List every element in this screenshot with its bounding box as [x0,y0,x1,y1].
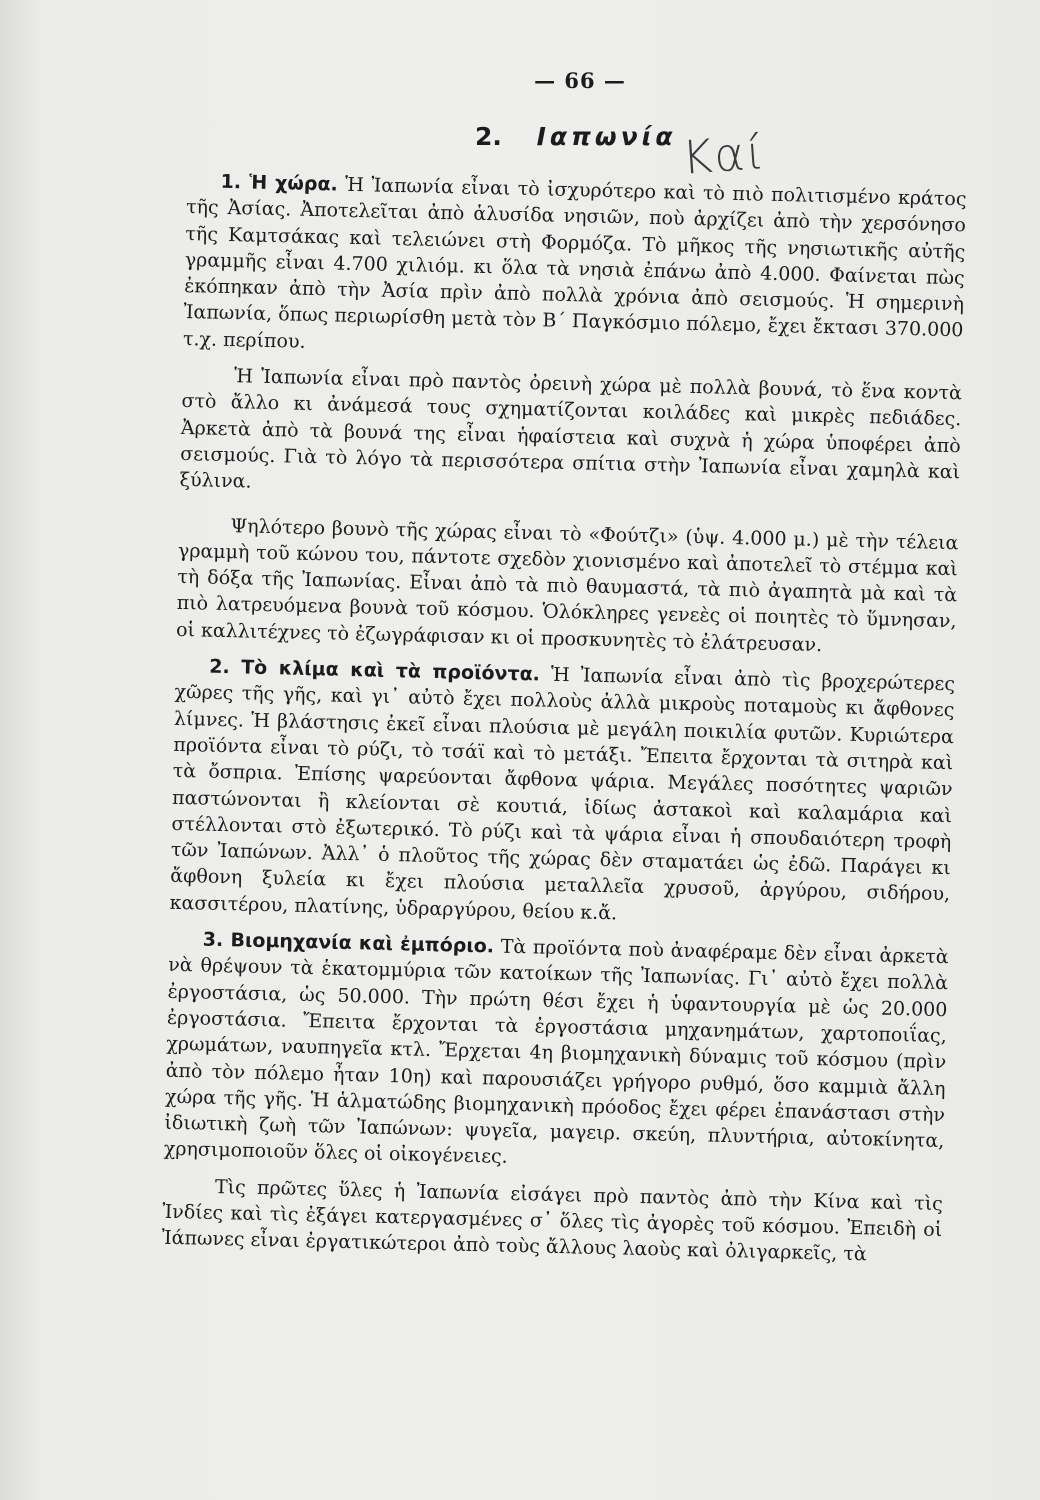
paragraph-text: Ἡ Ἰαπωνία εἶναι τὸ ἰσχυρότερο καὶ τὸ πιὸ πολιτισμένο κράτος τῆς Ἀσίας. Ἀποτελεῖται ἀπὸ ἁλυσίδα νησιῶν, ποὺ ἀρχίζει ἀπὸ τὴν χερσόνησο τῆς Καμτσάκας καὶ τελειώνει στὴ Φορμόζα. Τὸ μῆκος τῆς νησιωτικῆς αὐτῆς γραμμῆς εἶναι 4.700 χιλιόμ. κι ὅλα τὰ νησιὰ ἐπάνω ἀπὸ 4.000. Φαίνεται πὼς ἐκόπηκαν ἀπὸ τὴν Ἀσία πρὶν ἀπὸ πολλὰ χρόνια ἀπὸ σεισμούς. Ἡ σημερινὴ Ἰαπωνία, ὅπως περιωρίσθη μετὰ τὸν Β΄ Παγκόσμιο πόλεμο, ἔχει ἔκτασι 370.000 τ.χ. περίπου. [182,173,967,353]
paragraph-text: Ψηλότερο βουνὸ τῆς χώρας εἶναι τὸ «Φούτζι» (ὑψ. 4.000 μ.) μὲ τὴν τέλεια γραμμὴ τοῦ κώνου του, πάντοτε σχεδὸν χιονισμένο καὶ ἀποτελεῖ τὸ στέμμα καὶ τὴ δόξα τῆς Ἰαπωνίας. Εἶναι ἀπὸ τὰ πιὸ θαυμαστά, τὰ πιὸ ἀγαπητὰ μὰ καὶ τὰ πιὸ λατρευόμενα βουνὰ τοῦ κόσμου. Ὁλόκληρες γενεὲς οἱ ποιητὲς τὸ ὕμνησαν, οἱ καλλιτέχνες τὸ ἐζωγράφισαν κι οἱ προσκυνητὲς τὸ ἐλάτρευσαν. [175,514,959,656]
chapter-title: Ιαπωνία [536,122,677,151]
section-paragraph [164,926,949,1181]
page-number: — 66 — [534,68,626,93]
handwritten-note: Καί [680,125,769,185]
section-heading-country: 1. Ἡ χώρα. [220,170,339,196]
body-text [161,168,967,1280]
paragraph-text: Ἡ Ἰαπωνία εἶναι πρὸ παντὸς ὀρεινὴ χώρα μὲ πολλὰ βουνά, τὸ ἕνα κοντὰ στὸ ἄλλο κι ἀνάμεσά τους σχηματίζονται κοιλάδες καὶ μικρὲς πεδιάδες. Ἀρκετὰ ἀπὸ τὰ βουνά της εἶναι ἡφαίστεια καὶ συχνὰ ἡ χώρα ὑποφέρει ἀπὸ σεισμούς. Γιὰ τὸ λόγο τὰ περισσότερα σπίτια στὴν Ἰαπωνία εἶναι χαμηλὰ καὶ ξύλινα. [179,365,963,493]
section-paragraph [176,511,959,661]
section-paragraph [161,1172,943,1269]
section-paragraph [169,653,955,934]
section-paragraph [183,168,967,370]
paragraph-text: Ἡ Ἰαπωνία εἶναι ἀπὸ τὶς βροχερώτερες χῶρες τῆς γῆς, καὶ γι᾽ αὐτὸ ἔχει πολλοὺς ἀλλὰ μικροὺς ποταμοὺς κι ἄφθονες λίμνες. Ἡ βλάστησις ἐκεῖ εἶναι πλούσια μὲ μεγάλη ποικιλία φυτῶν. Κυριώτερα προϊόντα εἶναι τὸ ρύζι, τὸ τσάϊ καὶ τὸ μετάξι. Ἔπειτα ἔρχονται τὰ σιτηρὰ καὶ τὰ ὄσπρια. Ἐπίσης ψαρεύονται ἄφθονα ψάρια. Μεγάλες ποσότητες ψαριῶν παστώνονται ἢ κλείονται σὲ κουτιά, ἰδίως ἀστακοὶ καὶ καλαμάρια καὶ στέλλονται στὸ ἐξωτερικό. Τὸ ρύζι καὶ τὰ ψάρια εἶναι ἡ σπουδαιότερη τροφὴ τῶν Ἰαπώνων. Ἀλλ᾽ ὁ πλοῦτος τῆς χώρας δὲν σταματάει ὡς ἐδῶ. Παράγει κι ἄφθονη ξυλεία κι ἔχει πλούσια μεταλλεῖα χρυσοῦ, ἀργύρου, σιδήρου, κασσιτέρου, πλατίνης, ὑδραργύρου, θείου κ.ἄ. [169,663,956,925]
section-heading-climate: 2. Τὸ κλίμα καὶ τὰ προϊόντα. [208,655,541,686]
section-heading-industry: 3. Βιομηχανία καὶ ἐμπόριο. [202,928,495,958]
paragraph-text: Τὰ προϊόντα ποὺ ἀναφέραμε δὲν εἶναι ἀρκετὰ νὰ θρέψουν τὰ ἑκατομμύρια τῶν κατοίκων τῆς Ἰαπωνίας. Γι᾽ αὐτὸ ἔχει πολλὰ ἐργοστάσια, ὡς 50.000. Τὴν πρώτη θέσι ἔχει ἡ ὑφαντουργία μὲ ὡς 20.000 ἐργοστάσια. Ἔπειτα ἔρχονται τὰ ἐργοστάσια μηχανημάτων, χαρτοποιΐας, χρωμάτων, ναυπηγεῖα κτλ. Ἔρχεται 4η βιομηχανικὴ δύναμις τοῦ κόσμου (πρὶν ἀπὸ τὸν πόλεμο ἦταν 10η) καὶ παρουσιάζει γρήγορο ρυθμό, ὅσο καμμιὰ ἄλλη χώρα τῆς γῆς. Ἡ ἁλματώδης βιομηχανικὴ πρόοδος ἔχει φέρει ἐπανάστασι στὴν ἰδιωτικὴ ζωὴ τῶν Ἰαπώνων: ψυγεῖα, μαγειρ. σκεύη, πλυντήρια, αὐτοκίνητα, χρησιμοποιοῦν ὅλες οἱ οἰκογένειες. [163,935,949,1169]
chapter-heading [475,122,677,151]
chapter-number: 2. [475,122,502,151]
section-paragraph [179,362,962,512]
paragraph-text: Τὶς πρῶτες ὕλες ἡ Ἰαπωνία εἰσάγει πρὸ παντὸς ἀπὸ τὴν Κίνα καὶ τὶς Ἰνδίες καὶ τὶς ἐξάγει κατεργασμένες σ᾽ ὅλες τὶς ἀγορὲς τοῦ κόσμου. Ἐπειδὴ οἱ Ἰάπωνες εἶναι ἐργατικώτεροι ἀπὸ τοὺς ἄλλους λαοὺς καὶ ὀλιγαρκεῖς, τὰ [161,1175,944,1266]
